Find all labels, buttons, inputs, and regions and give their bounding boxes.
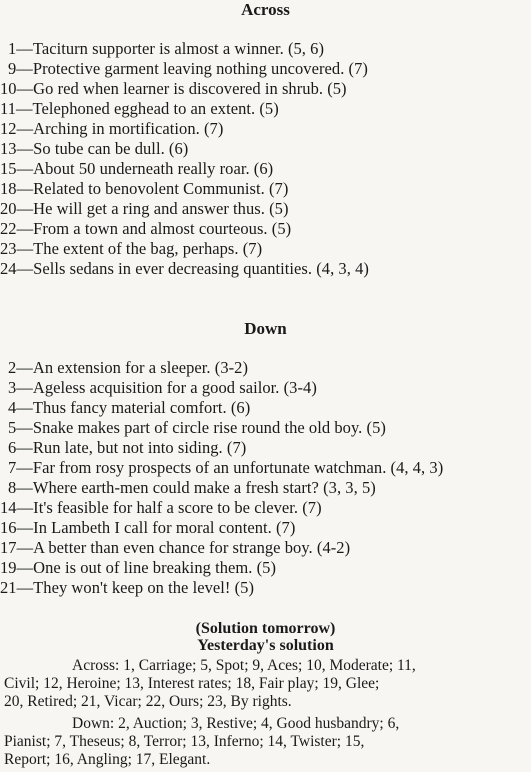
across-clue: 23—The extent of the bag, perhaps. (7) (0, 239, 263, 258)
across-clue: 11—Telephoned egghead to an extent. (5) (0, 99, 279, 118)
across-clue: 1—Taciturn supporter is almost a winner. (5, 6) (8, 39, 325, 58)
across-clue: 10—Go red when learner is discovered in shrub. (5) (0, 79, 347, 98)
solution-note: (Solution tomorrow) (195, 620, 336, 637)
across-clue: 24—Sells sedans in ever decreasing quantities. (4, 3, 4) (0, 259, 369, 278)
across-clue: 12—Arching in mortification. (7) (0, 119, 224, 138)
down-clue: 5—Snake makes part of circle rise round the old boy. (5) (8, 418, 386, 437)
yesterday-solution-line: Civil; 12, Heroine; 13, Interest rates; 18, Fair play; 19, Glee; (4, 675, 380, 692)
down-clue: 4—Thus fancy material comfort. (6) (8, 398, 251, 417)
yesterday-solution-line: Across: 1, Carriage; 5, Spot; 9, Aces; 10, Moderate; 11, (72, 657, 416, 674)
down-clue: 8—Where earth-men could make a fresh start? (3, 3, 5) (8, 478, 376, 497)
yesterday-solution-line: Report; 16, Angling; 17, Elegant. (4, 751, 211, 768)
across-heading: Across (241, 0, 290, 19)
across-clue: 18—Related to benovolent Communist. (7) (0, 179, 289, 198)
down-clue: 16—In Lambeth I call for moral content. (7) (0, 518, 296, 537)
down-clue: 2—An extension for a sleeper. (3-2) (8, 358, 249, 377)
yesterday-solution-line: Pianist; 7, Theseus; 8, Terror; 13, Inferno; 14, Twister; 15, (4, 733, 365, 750)
yesterday-solution-heading: Yesterday's solution (197, 637, 334, 654)
yesterday-solution-line: 20, Retired; 21, Vicar; 22, Ours; 23, By rights. (4, 693, 292, 710)
across-clue: 15—About 50 underneath really roar. (6) (0, 159, 274, 178)
yesterday-solution-line: Down: 2, Auction; 3, Restive; 4, Good husbandry; 6, (72, 715, 400, 732)
across-clue: 13—So tube can be dull. (6) (0, 139, 189, 158)
down-clue: 19—One is out of line breaking them. (5) (0, 558, 277, 577)
down-clue: 7—Far from rosy prospects of an unfortunate watchman. (4, 4, 3) (8, 458, 444, 477)
down-clue: 14—It's feasible for half a score to be clever. (7) (0, 498, 322, 517)
down-heading: Down (244, 319, 287, 338)
down-clue: 21—They won't keep on the level! (5) (0, 578, 255, 597)
across-clue: 9—Protective garment leaving nothing uncovered. (7) (8, 59, 368, 78)
down-clue: 6—Run late, but not into siding. (7) (8, 438, 247, 457)
across-clue: 22—From a town and almost courteous. (5) (0, 219, 292, 238)
across-clue: 20—He will get a ring and answer thus. (5) (0, 199, 289, 218)
down-clue: 3—Ageless acquisition for a good sailor. (3-4) (8, 378, 317, 397)
down-clue: 17—A better than even chance for strange boy. (4-2) (0, 538, 351, 557)
